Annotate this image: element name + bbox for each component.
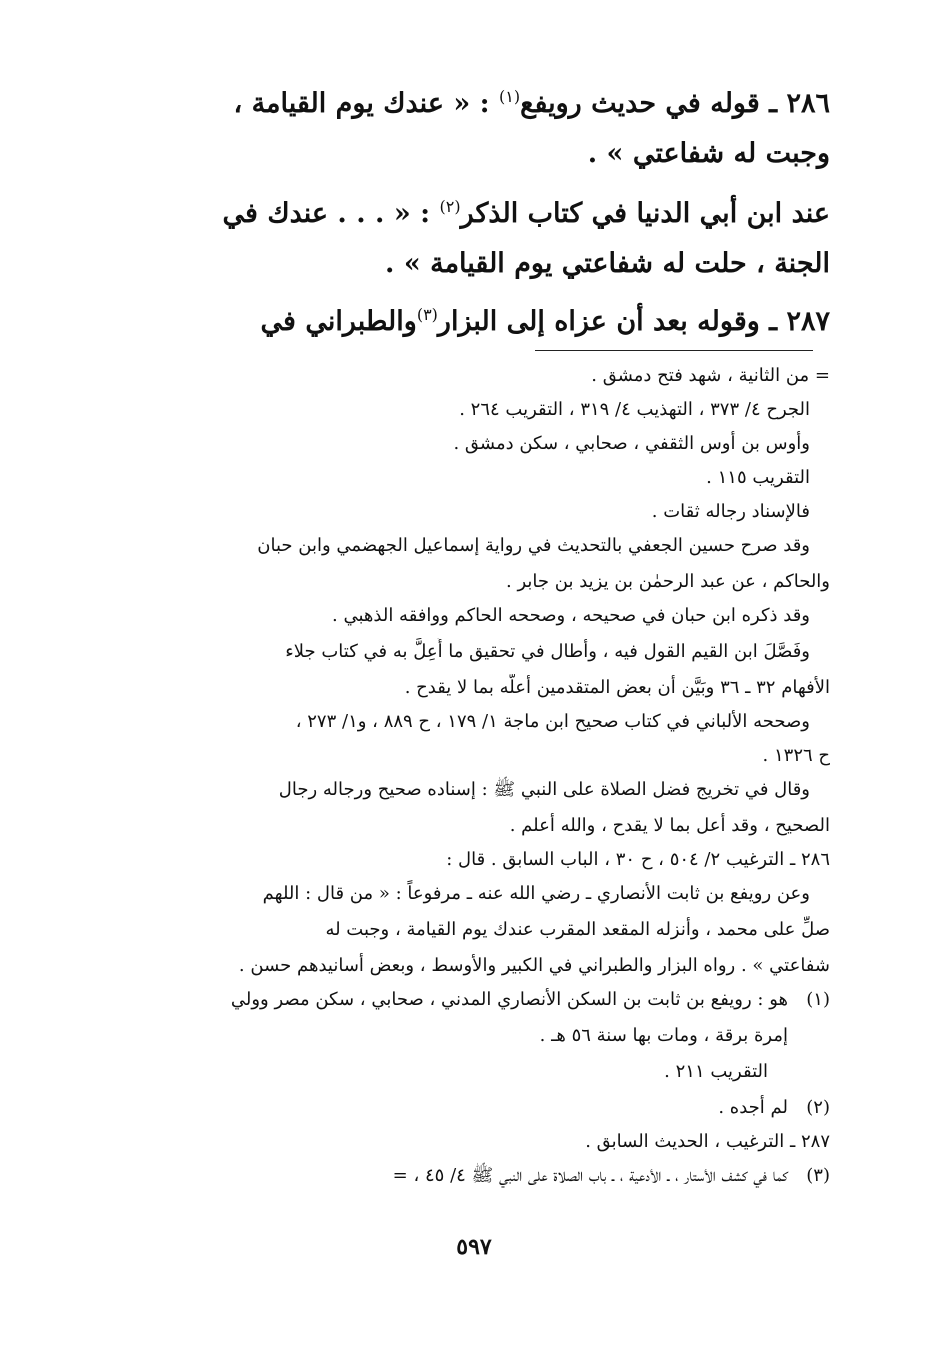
footnote-text: كما في كشف الأستار ، ـ الأدعية ، ـ باب الصلاة على النبي ﷺ ٤/ ٤٥ ، = bbox=[392, 1165, 788, 1186]
footnote-line: وقال في تخريج فضل الصلاة على النبي ﷺ : إسناده صحيح ورجاله رجال bbox=[278, 779, 810, 800]
footnote-ref-3: (٣) bbox=[416, 305, 438, 324]
footnote-line: التقريب ١١٥ . bbox=[706, 467, 810, 488]
footnote-ref-1: (١) bbox=[499, 87, 521, 106]
footnote-line: وعن رويفع بن ثابت الأنصاري ـ رضي الله عنه ـ مرفوعاً : « من قال : اللهم bbox=[262, 883, 810, 904]
footnote-line: ٢٨٦ ـ الترغيب ٢/ ٥٠٤ ، ح ٣٠ ، الباب السابق . قال : bbox=[446, 849, 830, 870]
paragraph-287 bbox=[118, 290, 830, 347]
footnote-line: وقد صرح حسين الجعفي بالتحديث في رواية إسماعيل الجهضمي وابن حبان bbox=[257, 535, 810, 556]
footnote-line: والحاكم ، عن عبد الرحمٰن بن يزيد بن جابر . bbox=[506, 571, 830, 592]
footnote-line: وصححه الألباني في كتاب صحيح ابن ماجة ١/ ١٧٩ ، ح ٨٨٩ ، و١/ ٢٧٣ ، bbox=[295, 711, 810, 732]
paragraph-286-end: وجبت له شفاعتي » . bbox=[587, 138, 830, 169]
footnote-2 bbox=[118, 1094, 830, 1122]
footnote-line: إمرة برقة ، ومات بها سنة ٥٦ هـ . bbox=[539, 1025, 788, 1046]
paragraph-dunya bbox=[118, 182, 830, 289]
footnote-text: لم أجده . bbox=[718, 1097, 788, 1118]
footnote-line: ٢٨٧ ـ الترغيب ، الحديث السابق . bbox=[585, 1131, 830, 1152]
footnote-line: الأفهام ٣٢ ـ ٣٦ وبَيَّن أن بعض المتقدمين أعلَّه بما لا يقدح . bbox=[404, 677, 830, 698]
footnote-line: الجرح ٤/ ٣٧٣ ، التهذيب ٤/ ٣١٩ ، التقريب ٢٦٤ . bbox=[459, 399, 810, 420]
footnote-line: = من الثانية ، شهد فتح دمشق . bbox=[591, 365, 830, 386]
footnote-line: صلِّ على محمد ، وأنزله المقعد المقرب عندك يوم القيامة ، وجبت له bbox=[325, 919, 830, 940]
paragraph-287-end: والطبراني في bbox=[260, 306, 417, 337]
paragraph-286-text: ٢٨٦ ـ قوله في حديث رويفع bbox=[520, 88, 830, 119]
page-number: ٥٩٧ bbox=[456, 1234, 492, 1260]
footnote-3 bbox=[118, 1162, 830, 1190]
footnote-separator bbox=[535, 350, 813, 351]
footnote-ref-2: (٢) bbox=[439, 197, 461, 216]
footnote-text: هو : رويفع بن ثابت بن السكن الأنصاري المدني ، صحابي ، سكن مصر وولي bbox=[230, 989, 788, 1010]
footnote-line: وأوس بن أوس الثقفي ، صحابي ، سكن دمشق . bbox=[453, 433, 810, 454]
footnote-1 bbox=[118, 986, 830, 1014]
footnote-number: (٣) bbox=[806, 1165, 830, 1186]
footnote-line: وقد ذكره ابن حبان في صحيحه ، وصححه الحاكم ووافقه الذهبي . bbox=[332, 605, 810, 626]
footnote-line: شفاعتي » . رواه البزار والطبراني في الكبير والأوسط ، وبعض أسانيدهم حسن . bbox=[238, 955, 830, 976]
footnote-number: (٢) bbox=[806, 1097, 830, 1118]
footnote-number: (١) bbox=[806, 989, 830, 1010]
footnote-line: التقريب ٢١١ . bbox=[664, 1061, 768, 1082]
paragraph-286-quote: : « عندك يوم القيامة ، bbox=[233, 88, 490, 119]
footnote-line: فالإسناد رجاله ثقات . bbox=[651, 501, 810, 522]
paragraph-287-text: ٢٨٧ ـ وقوله بعد أن عزاه إلى البزار bbox=[437, 306, 830, 337]
paragraph-dunya-text: عند ابن أبي الدنيا في كتاب الذكر bbox=[460, 198, 830, 229]
footnote-line: ح ١٣٢٦ . bbox=[762, 745, 830, 766]
paragraph-dunya-end: الجنة ، حلت له شفاعتي يوم القيامة » . bbox=[385, 248, 830, 279]
paragraph-286 bbox=[118, 72, 830, 179]
paragraph-dunya-quote: : « . . . عندك في bbox=[222, 198, 431, 229]
footnote-line: الصحيح ، وقد أعل بما لا يقدح ، والله أعلم . bbox=[509, 815, 830, 836]
footnote-line: وفَصَّلَ ابن القيم القول فيه ، وأطال في تحقيق ما أُعِلَّ به في كتاب جلاء bbox=[285, 641, 810, 662]
